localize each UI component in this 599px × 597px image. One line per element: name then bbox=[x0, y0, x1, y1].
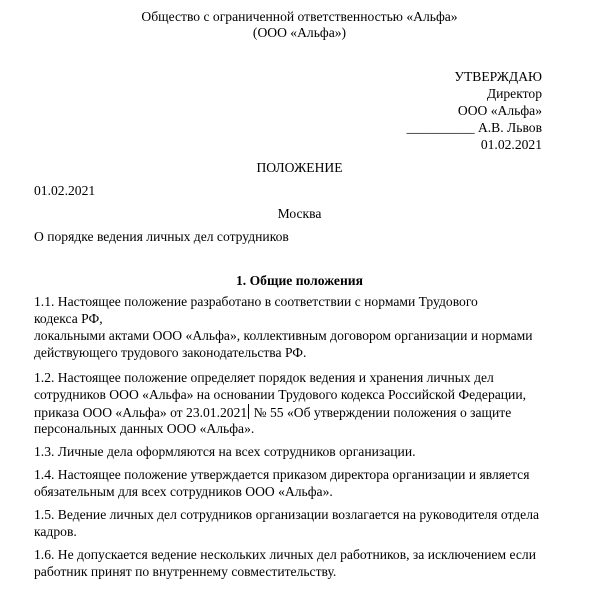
paragraph-1-3: 1.3. Личные дела оформляются на всех сотрудников организации. bbox=[34, 444, 416, 459]
paragraph-text: приказа ООО «Альфа» от 23.01.2021 bbox=[34, 405, 248, 420]
paragraph-text: № 55 «Об утверждении положения о защите bbox=[250, 405, 512, 420]
approval-date: 01.02.2021 bbox=[480, 137, 542, 152]
document-type: ПОЛОЖЕНИЕ bbox=[256, 160, 343, 175]
approval-position: Директор bbox=[486, 86, 542, 101]
document-date: 01.02.2021 bbox=[34, 183, 96, 198]
paragraph-line: 1.6. Не допускается ведение нескольких личных дел работников, за исключением если bbox=[34, 547, 536, 562]
paragraph-line: обязательным для всех сотрудников ООО «Альфа». bbox=[34, 484, 333, 499]
approval-signature: __________ А.В. Львов bbox=[406, 120, 542, 135]
organization-full-name: Общество с ограниченной ответственностью «Альфа» bbox=[141, 9, 458, 24]
paragraph-line: 1.5. Ведение личных дел сотрудников организации возлагается на руководителя отдела bbox=[34, 507, 540, 522]
approval-heading: УТВЕРЖДАЮ bbox=[454, 69, 542, 84]
paragraph-line: 1.2. Настоящее положение определяет порядок ведения и хранения личных дел bbox=[34, 370, 494, 385]
section-title: 1. Общие положения bbox=[236, 273, 363, 288]
paragraph-line: действующего трудового законодательства РФ. bbox=[34, 345, 307, 360]
paragraph-line: 1.1. Настоящее положение разработано в соответствии с нормами Трудового bbox=[34, 294, 478, 309]
paragraph-line: персональных данных ООО «Альфа». bbox=[34, 421, 255, 436]
paragraph-line bbox=[34, 404, 511, 421]
paragraph-line: кодекса РФ, bbox=[34, 311, 103, 326]
organization-short-name: (ООО «Альфа») bbox=[252, 25, 347, 40]
paragraph-line: 1.4. Настоящее положение утверждается приказом директора организации и является bbox=[34, 467, 530, 482]
paragraph-line: работник принят по внутреннему совместительству. bbox=[34, 564, 337, 579]
paragraph-line: локальными актами ООО «Альфа», коллективным договором организации и нормами bbox=[34, 328, 533, 343]
document-subject: О порядке ведения личных дел сотрудников bbox=[34, 229, 289, 244]
paragraph-line: кадров. bbox=[34, 524, 77, 539]
paragraph-line: сотрудников ООО «Альфа» на основании Трудового кодекса Российской Федерации, bbox=[34, 387, 527, 402]
document-city: Москва bbox=[277, 206, 322, 221]
approval-organization: ООО «Альфа» bbox=[457, 103, 542, 118]
